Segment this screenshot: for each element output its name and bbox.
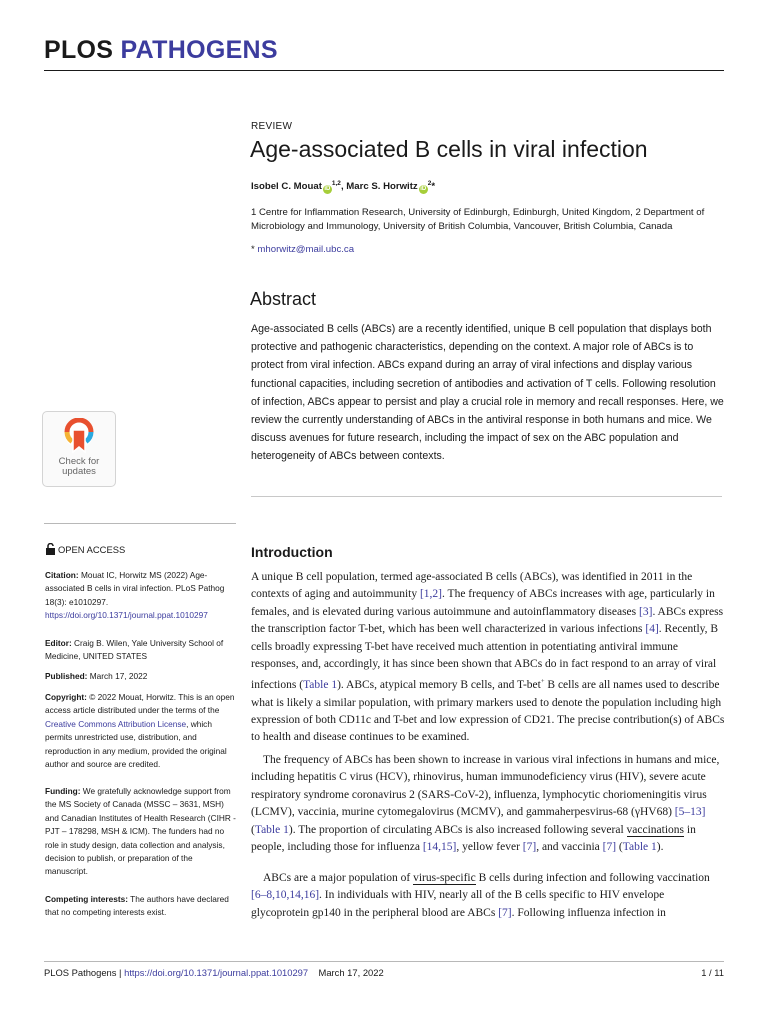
introduction-heading: Introduction: [251, 544, 333, 560]
article-title: Age-associated B cells in viral infection: [250, 136, 648, 162]
citation-ref[interactable]: [4]: [645, 623, 659, 636]
citation-info: Citation: Mouat IC, Horwitz MS (2022) Age-associated B cells in viral infection. PLoS Pathog 18(3): e1010297. https://doi.org/10.1371/journal.ppat.1010297: [45, 570, 225, 621]
glossary-term[interactable]: vaccinations: [626, 823, 685, 836]
intro-paragraph-1: A unique B cell population, termed age-associated B cells (ABCs), was identified in 2011 in the contexts of aging and autoimmunity [1,2]. The frequency of ABCs increases with age, particularly in females, and is elevated during various autoimmune and autoinflammatory diseases [3]. ABCs express the transcription factor T-bet, which has been well characterized in various infections [4]. Recently, B cells broadly expressing T-bet have received much attention in potentiating antiviral immune responses, and, accordingly, it has since been shown that ABCs do in fact respond to an array of viral infections (Table 1). ABCs, atypical memory B cells, and T-bet+ B cells are all names used to describe what is likely a similar population, with primary markers used to denote the population including high expression of both CD11c and T-bet and low expression of CD21. The precise contribution(s) of ABCs to health and disease continues to be examined.: [251, 571, 725, 744]
table-ref[interactable]: Table 1: [303, 679, 338, 692]
table-ref[interactable]: Table 1: [622, 841, 657, 854]
page-number: 1 / 11: [701, 967, 724, 978]
open-lock-icon: [45, 543, 56, 555]
contact-mark: *: [251, 244, 255, 255]
citation-ref[interactable]: [6–8,10,14,16]: [251, 889, 320, 902]
footer-doi-link[interactable]: https://doi.org/10.1371/journal.ppat.1010297: [124, 967, 309, 978]
table-ref[interactable]: Table 1: [254, 823, 289, 836]
check-for-updates-label: Check for updates: [58, 456, 100, 477]
orcid-icon[interactable]: iD: [420, 186, 427, 193]
citation-ref[interactable]: [7]: [602, 841, 617, 854]
glossary-term[interactable]: virus-specific: [413, 872, 476, 884]
corresponding-mark: *: [431, 181, 436, 193]
corresponding-email: [251, 244, 354, 255]
abstract-heading: Abstract: [250, 289, 317, 309]
citation-ref[interactable]: [3]: [639, 605, 653, 618]
citation-ref[interactable]: [7]: [498, 906, 512, 919]
citation-ref[interactable]: [14,15]: [422, 841, 457, 854]
citation-ref[interactable]: [7]: [522, 841, 537, 854]
competing-interests-info: Competing interests: The authors have declared that no competing interests exist.: [45, 894, 229, 918]
citation-ref[interactable]: [1,2]: [419, 588, 443, 601]
intro-paragraph-2: The frequency of ABCs has been shown to increase in various viral infections in humans and mice, including hepatitis C virus (HCV), rhinovirus, human immunodeficiency virus (HIV), severe acute respiratory syndrome coronavirus 2 (SARS-CoV-2), influenza, lymphocytic choriomeningitis virus (LCMV), vaccinia, murine cytomegalovirus (MCMV), and gammaherpesvirus-68 (γHV68) [5–13] (Table 1). The proportion of circulating ABCs is also increased following several vaccinations in people, including those for influenza [14,15], yellow fever [7], and vaccinia [7] (Table 1).: [251, 754, 720, 854]
license-link[interactable]: Creative Commons Attribution License: [45, 718, 187, 729]
abstract-divider: [251, 496, 722, 497]
funding-info: Funding: We gratefully acknowledge support from the MS Society of Canada (MSSC – 3631, MSH) and Canadian Institutes of Health Research (CIHR - PJT – 178298, MSH & ICM). The funders had no role in study design, data collection and analysis, decision to publish, or preparation of the manuscript.: [45, 786, 236, 877]
citation-ref[interactable]: [5–13]: [674, 806, 706, 819]
author-mouat-affil: 1,2: [331, 180, 341, 187]
author-horwitz[interactable]: Marc S. Horwitz: [346, 181, 418, 193]
journal-logo-plos: PLOS: [44, 36, 114, 64]
published-info: Published: March 17, 2022: [45, 671, 148, 681]
page-footer: PLOS Pathogens | https://doi.org/10.1371/journal.ppat.1010297 March 17, 2022: [44, 967, 384, 978]
journal-logo: [44, 36, 278, 65]
author-list: Isobel C. Mouat iD$^{1,2}$, Marc S. Horwitz $iD^2*$: [251, 180, 436, 193]
orcid-icon[interactable]: iD: [324, 186, 331, 193]
editor-info: Editor: Craig B. Wilen, Yale University School of Medicine, UNITED STATES: [45, 638, 224, 662]
sidebar-divider: [44, 523, 236, 524]
intro-paragraph-3: ABCs are a major population of virus-specific B cells during infection and following vaccination [6–8,10,14,16]. In individuals with HIV, nearly all of the B cells specific to HIV envelope glycoprotein gp140 in the peripheral blood are ABCs [7]. Following influenza infection in: [251, 872, 710, 919]
citation-doi-link[interactable]: https://doi.org/10.1371/journal.ppat.1010297: [45, 610, 208, 621]
open-access-badge: OPEN ACCESS: [45, 543, 125, 555]
check-for-updates-badge[interactable]: [42, 411, 116, 487]
footer-divider: [44, 961, 724, 962]
affiliations: 1 Centre for Inflammation Research, University of Edinburgh, Edinburgh, United Kingdom, 2 Department of Microbiology and Immunology, University of British Columbia, Vancouver, British Columbia, Canada: [251, 207, 705, 232]
author-horwitz-affil: 2: [427, 180, 432, 187]
abstract-text: Age-associated B cells (ABCs) are a recently identified, unique B cell population that displays both protective and pathogenic characteristics, depending on the context. A major role of ABCs is to protect from viral infection. ABCs expand during an array of viral infections and display various functional capacities, including secretion of antibodies and activation of T cells. Following resolution of infection, ABCs appear to persist and play a crucial role in memory and recall responses. Here, we review the currently understanding of ABCs in the antiviral response in both humans and mice. We discuss avenues for future research, including the impact of sex on the ABC population and heterogeneity of ABCs between contexts.: [251, 323, 724, 463]
bookmark-icon: [63, 418, 95, 456]
journal-logo-name: PATHOGENS: [120, 36, 278, 64]
author-mouat[interactable]: Isobel C. Mouat: [251, 181, 322, 193]
header-divider: [44, 70, 724, 71]
email-link[interactable]: mhorwitz@mail.ubc.ca: [257, 244, 355, 255]
article-type: REVIEW: [251, 121, 293, 132]
copyright-info: Copyright: © 2022 Mouat, Horwitz. This is an open access article distributed under the terms of the Creative Commons Attribution License, which permits unrestricted use, distribution, and reproduction in any medium, provided the original author and source are credited.: [45, 692, 235, 770]
